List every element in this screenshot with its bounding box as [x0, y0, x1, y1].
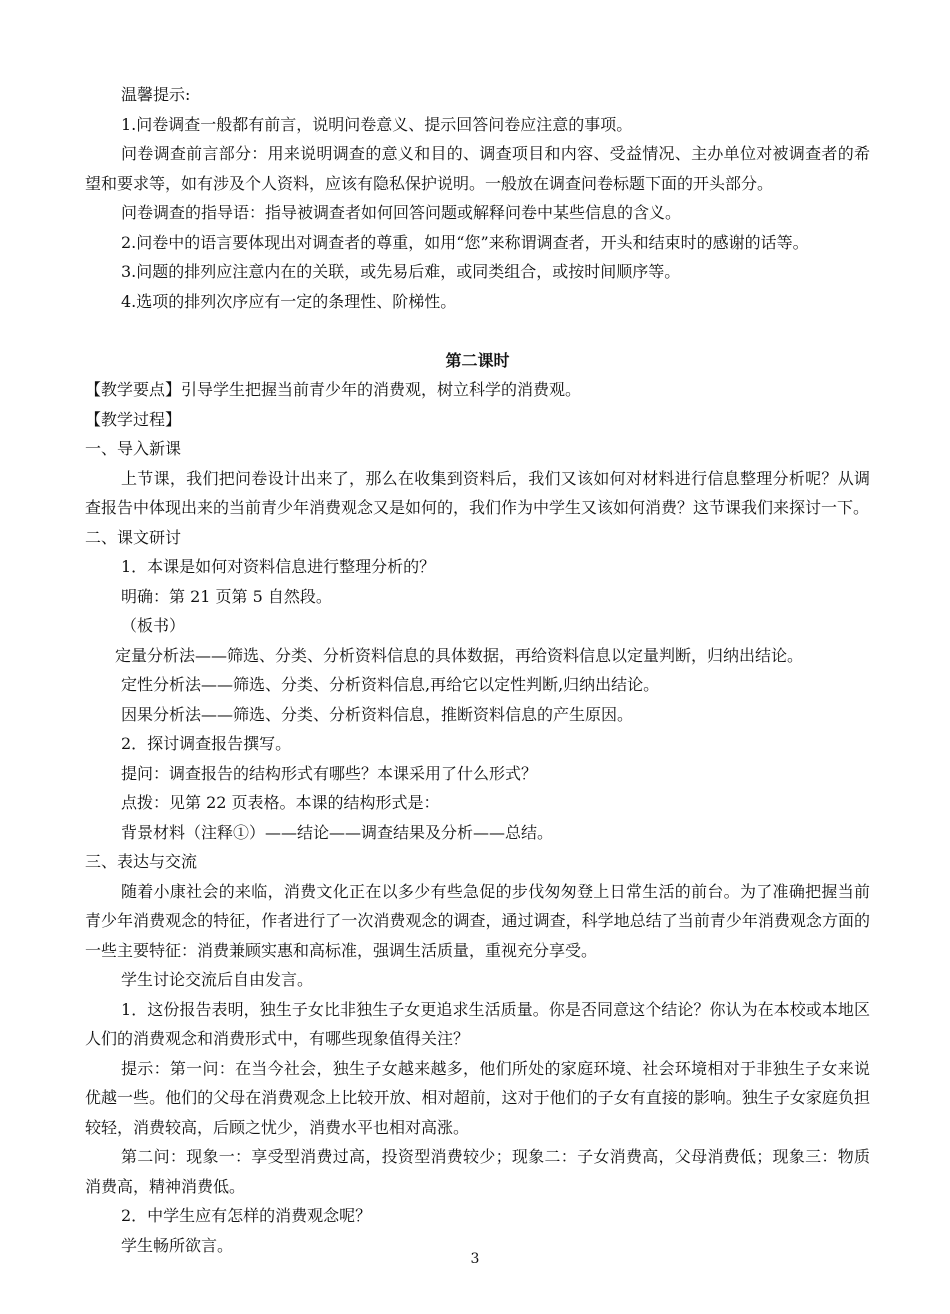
question-2: 2．探讨调查报告撰写。 — [121, 734, 292, 753]
question-2-structure: 背景材料（注释①）——结论——调查结果及分析——总结。 — [121, 822, 554, 842]
tip-item-4: 4.选项的排列次序应有一定的条理性、阶梯性。 — [121, 291, 457, 311]
teaching-process-heading: 【教学过程】 — [85, 409, 182, 429]
part1-heading: 一、导入新课 — [85, 439, 182, 458]
tip-heading: 温馨提示: — [121, 85, 191, 104]
discussion-2: 2．中学生应有怎样的消费观念呢？ — [121, 1206, 372, 1225]
tip-item-1: 1.问卷调查一般都有前言，说明问卷意义、提示回答问卷应注意的事项。 — [121, 114, 633, 134]
method-quantitative: 定量分析法——筛选、分类、分析资料信息的具体数据，再给资料信息以定量判断，归纳出结论。 — [115, 645, 804, 665]
discussion-1-hint: 提示：第一问：在当今社会，独生子女越来越多，他们所处的家庭环境、社会环境相对于非独生子女来说优越一些。他们的父母在消费观念上比较开放、相对超前，这对于他们的子女有直接的影响。独生子女家庭负担较轻，消费较高，后顾之忧少，消费水平也相对高涨。 — [85, 1058, 870, 1137]
tip-preface-desc: 问卷调查前言部分：用来说明调查的意义和目的、调查项目和内容、受益情况、主办单位对被调查者的希望和要求等，如有涉及个人资料，应该有隐私保护说明。一般放在调查问卷标题下面的开头部分。 — [85, 144, 870, 193]
part1-text: 上节课，我们把问卷设计出来了，那么在收集到资料后，我们又该如何对材料进行信息整理分析呢？从调查报告中体现出来的当前青少年消费观念又是如何的，我们作为中学生又该如何消费？这节课我们来探讨一下。 — [85, 468, 870, 517]
page-number: 3 — [470, 1251, 480, 1267]
part2-heading: 二、课文研讨 — [85, 527, 182, 547]
tip-item-2: 2.问卷中的语言要体现出对调查者的尊重，如用“您”来称谓调查者，开头和结束时的感谢的话等。 — [121, 232, 809, 252]
document-page — [85, 80, 870, 1260]
discussion-2-answer: 学生畅所欲言。 — [121, 1235, 234, 1255]
method-qualitative: 定性分析法——筛选、分类、分析资料信息,再给它以定性判断,归纳出结论。 — [121, 675, 660, 694]
tip-guide-desc: 问卷调查的指导语：指导被调查者如何回答问题或解释问卷中某些信息的含义。 — [121, 203, 682, 222]
teaching-key-points: 【教学要点】引导学生把握当前青少年的消费观，树立科学的消费观。 — [85, 380, 582, 399]
part3-heading: 三、表达与交流 — [85, 852, 198, 871]
board-note: （板书） — [121, 616, 186, 635]
blank-line — [85, 316, 870, 346]
part3-text: 随着小康社会的来临，消费文化正在以多少有些急促的步伐匆匆登上日常生活的前台。为了准确把握当前青少年消费观念的特征，作者进行了一次消费观念的调查，通过调查，科学地总结了当前青少年消费观念方面的一些主要特征：消费兼顾实惠和高标准，强调生活质量，重视充分享受。 — [85, 881, 870, 960]
discussion-note: 学生讨论交流后自由发言。 — [121, 970, 314, 989]
question-2-ask: 提问：调查报告的结构形式有哪些？本课采用了什么形式？ — [121, 763, 538, 783]
discussion-1-second: 第二问：现象一：享受型消费过高，投资型消费较少；现象二：子女消费高，父母消费低；现象三：物质消费高，精神消费低。 — [85, 1147, 870, 1196]
question-2-hint: 点拨：见第 22 页表格。本课的结构形式是： — [121, 793, 440, 812]
question-1-answer: 明确：第 21 页第 5 自然段。 — [121, 586, 332, 606]
tip-item-3: 3.问题的排列应注意内在的关联，或先易后难，或同类组合，或按时间顺序等。 — [121, 262, 681, 281]
question-1: 1．本课是如何对资料信息进行整理分析的？ — [121, 557, 436, 576]
lesson-title: 第二课时 — [445, 350, 510, 370]
discussion-1: 1．这份报告表明，独生子女比非独生子女更追求生活质量。你是否同意这个结论？你认为在本校或本地区人们的消费观念和消费形式中，有哪些现象值得关注？ — [85, 999, 870, 1048]
method-causal: 因果分析法——筛选、分类、分析资料信息，推断资料信息的产生原因。 — [121, 704, 634, 724]
